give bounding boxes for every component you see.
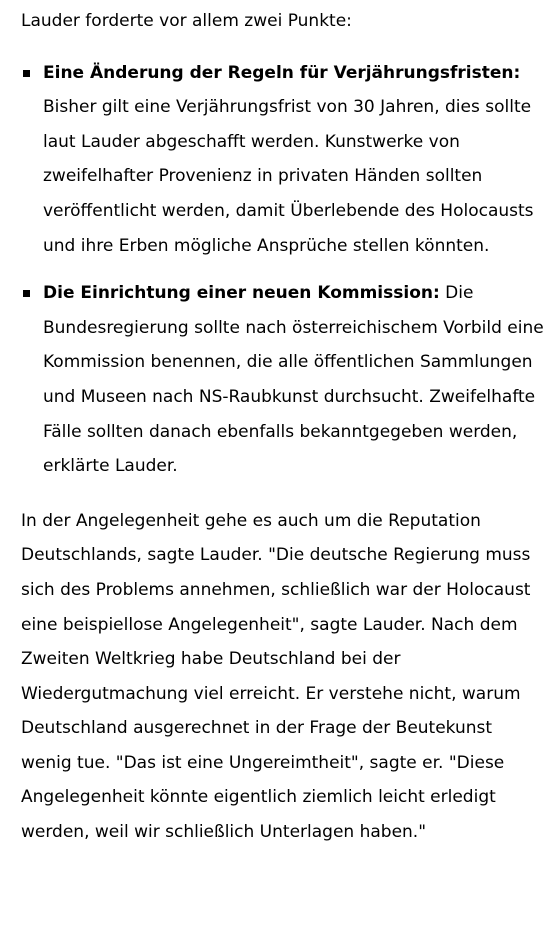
list-item (21, 56, 544, 264)
point-heading: Eine Änderung der Regeln für Verjährungsfristen: (43, 62, 521, 83)
list-item (21, 276, 544, 484)
point-text: Die Bundesregierung sollte nach österreichischem Vorbild eine Kommission benennen, die alle öffentlichen Sammlungen und Museen nach NS-Raubkunst durchsucht. Zweifelhafte Fälle sollten danach ebenfalls bekanntgegeben werden, erklärte Lauder. (43, 283, 544, 477)
demands-list (21, 56, 544, 484)
square-bullet-icon (23, 290, 30, 297)
intro-paragraph: Lauder forderte vor allem zwei Punkte: (21, 11, 352, 31)
closing-paragraph: In der Angelegenheit gehe es auch um die Reputation Deutschlands, sagte Lauder. "Die deutsche Regierung muss sich des Problems annehmen, schließlich war der Holocaust eine beispiellose Angelegenheit", sagte Lauder. Nach dem Zweiten Weltkrieg habe Deutschland bei der Wiedergutmachung viel erreicht. Er verstehe nicht, warum Deutschland ausgerechnet in der Frage der Beutekunst wenig tue. "Das ist eine Ungereimtheit", sagte er. "Diese Angelegenheit könnte eigentlich ziemlich leicht erledigt werden, weil wir schließlich Unterlagen haben." (21, 510, 531, 843)
square-bullet-icon (23, 70, 30, 77)
point-heading: Die Einrichtung einer neuen Kommission: (43, 283, 440, 304)
point-text: Bisher gilt eine Verjährungsfrist von 30 Jahren, dies sollte laut Lauder abgeschafft werden. Kunstwerke von zweifelhafter Provenienz in privaten Händen sollten veröffentlicht werden, damit Überlebende des Holocausts und ihre Erben mögliche Ansprüche stellen könnten. (43, 97, 534, 256)
